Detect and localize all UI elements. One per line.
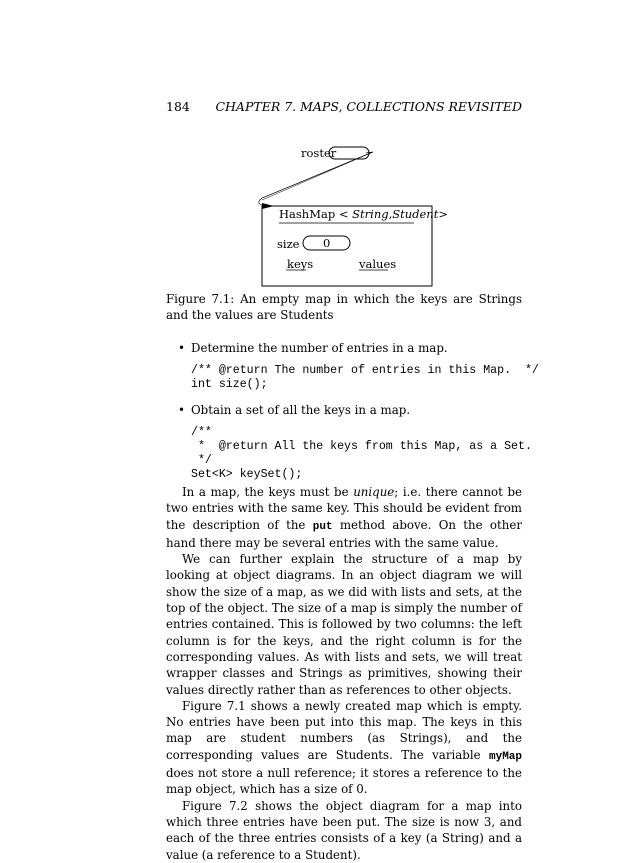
body-text (166, 484, 522, 863)
paragraph-1: In a map, the keys must be unique; i.e. there cannot be two entries with the same key. This should be evident from the description of the put method above. On the other hand there may be several entries with the same value. (166, 485, 523, 550)
code-line: /** @return The number of entries in this Map. */ (191, 364, 539, 377)
paragraph-3: Figure 7.1 shows a newly created map which is empty. No entries have been put into this map. The keys in this map are student numbers (as Strings), and the corresponding values are Students. The variable myMap does not store a null reference; it stores a reference to the map object, which has a size of 0. (166, 698, 523, 797)
values-label: values (359, 257, 397, 271)
paragraph-4: Figure 7.2 shows the object diagram for a map into which three entries have been put. The size is now 3, and each of the three entries consists of a key (a String) and a value (a reference to a Student). (166, 798, 522, 862)
code-line: Set<K> keySet(); (191, 468, 303, 481)
keys-label: keys (287, 257, 314, 271)
paragraph-2: We can further explain the structure of a map by looking at object diagrams. In an object diagram we will show the size of a map, as we did with lists and sets, at the top of the object. The size of a map is simply the number of entries contained. This is followed by two columns: the left column is for the keys, and the right column is for the corresponding values. As with lists and sets, we will treat wrapper classes and Strings as primitives, showing their values directly rather than as references to other objects. (166, 552, 522, 697)
roster-variable-box (329, 147, 369, 159)
bullet-text-1: Determine the number of entries in a map. (191, 341, 448, 355)
code-line: int size(); (191, 378, 268, 391)
size-label: size (277, 237, 300, 251)
hashmap-title: HashMap < String,Student> (279, 207, 448, 221)
code-line: */ (191, 454, 212, 467)
bullet-marker: • (178, 341, 185, 355)
bullet-text-2: Obtain a set of all the keys in a map. (191, 403, 411, 417)
figure-caption: Figure 7.1: An empty map in which the keys are Strings and the values are Students (166, 292, 523, 323)
reference-arrow (259, 152, 373, 206)
size-value: 0 (323, 236, 331, 250)
bullet-marker: • (178, 403, 185, 417)
reference-arrow-line2 (262, 155, 366, 200)
code-line: /** (191, 426, 212, 439)
running-title: CHAPTER 7. MAPS, COLLECTIONS REVISITED (215, 99, 522, 114)
roster-label: roster (301, 146, 337, 160)
code-line: * @return All the keys from this Map, as a Set. (191, 440, 532, 453)
page-number: 184 (166, 99, 190, 114)
